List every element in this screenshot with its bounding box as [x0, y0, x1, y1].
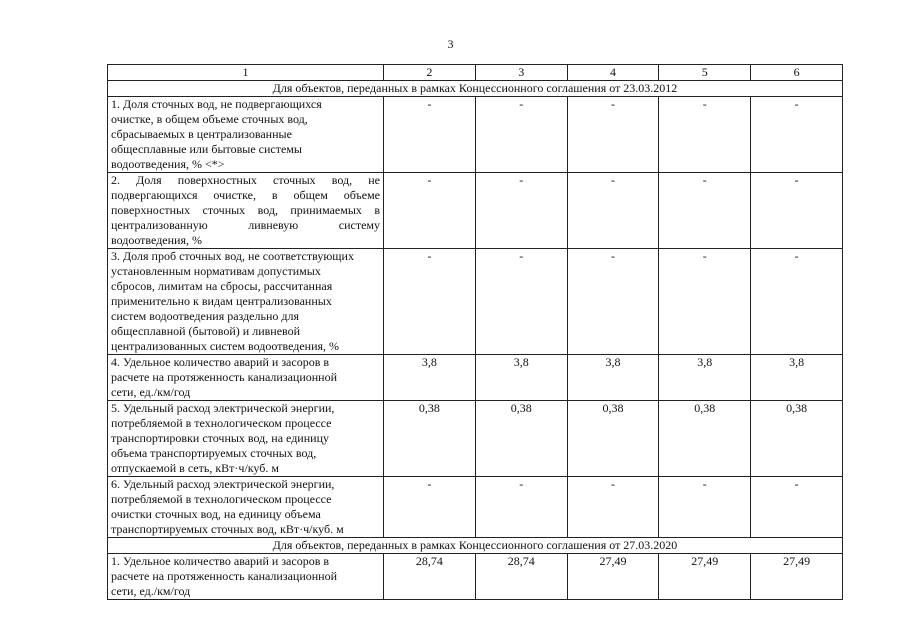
indicator-value: -	[751, 97, 843, 173]
indicator-name-line: централизованных систем водоотведения, %	[111, 339, 340, 353]
indicator-value: -	[567, 173, 659, 249]
indicator-name-line: объема транспортируемых сточных вод,	[111, 446, 317, 460]
indicator-name-line: общесплавные или бытовые системы	[111, 142, 302, 156]
indicator-value: -	[475, 249, 567, 355]
indicator-value: 28,74	[384, 554, 476, 600]
table-row	[108, 249, 843, 355]
table-row	[108, 173, 843, 249]
indicator-value: 3,8	[475, 355, 567, 401]
indicator-name	[108, 355, 384, 401]
indicator-name-line: сети, ед./км/год	[111, 385, 191, 399]
indicator-value: -	[751, 477, 843, 538]
indicator-value: 3,8	[567, 355, 659, 401]
indicator-value: -	[567, 97, 659, 173]
column-number-5: 5	[659, 65, 751, 81]
indicator-value: -	[384, 249, 476, 355]
indicator-value: 27,49	[751, 554, 843, 600]
indicator-value: -	[567, 477, 659, 538]
indicator-value: 3,8	[751, 355, 843, 401]
indicator-value: -	[751, 249, 843, 355]
indicator-name-line: очистке, в общем объеме сточных вод,	[111, 112, 308, 126]
indicator-value: 28,74	[475, 554, 567, 600]
indicator-name-line: 1. Удельное количество аварий и засоров в	[111, 554, 330, 568]
indicator-value: -	[659, 173, 751, 249]
table-row	[108, 477, 843, 538]
indicator-name-line: расчете на протяженность канализационной	[111, 370, 338, 384]
indicator-value: -	[567, 249, 659, 355]
indicator-name-line: поверхностных сточных вод, принимаемых в	[111, 203, 380, 217]
column-number-6: 6	[751, 65, 843, 81]
indicator-name-line: подвергающихся очистке, в общем объеме	[111, 188, 380, 202]
indicator-name	[108, 401, 384, 477]
column-number-3: 3	[475, 65, 567, 81]
indicator-name-line: сбрасываемых в централизованные	[111, 127, 292, 141]
page-number: 3	[447, 37, 454, 51]
indicator-value: 3,8	[659, 355, 751, 401]
indicator-value: 0,38	[475, 401, 567, 477]
indicator-value: -	[475, 477, 567, 538]
indicator-value: -	[659, 249, 751, 355]
column-number-2: 2	[384, 65, 476, 81]
section-title-row	[108, 538, 843, 554]
table-header-row	[108, 65, 843, 81]
indicators-table	[107, 64, 843, 600]
indicator-name-line: централизованную ливневую систему	[111, 218, 380, 232]
indicator-value: -	[475, 173, 567, 249]
indicator-value: 27,49	[567, 554, 659, 600]
indicator-name	[108, 554, 384, 600]
indicator-name	[108, 173, 384, 249]
indicator-name-line: водоотведения, %	[111, 233, 202, 247]
indicator-value: -	[659, 97, 751, 173]
indicator-value: -	[475, 97, 567, 173]
column-number-1: 1	[108, 65, 384, 81]
indicator-name-line: 4. Удельное количество аварий и засоров в	[111, 355, 330, 369]
indicator-name-line: расчете на протяженность канализационной	[111, 569, 338, 583]
indicator-name-line: очистки сточных вод, на единицу объема	[111, 507, 321, 521]
indicator-name-line: применительно к видам централизованных	[111, 294, 332, 308]
indicator-name-line: сбросов, лимитам на сбросы, рассчитанная	[111, 279, 333, 293]
indicator-value: -	[384, 173, 476, 249]
indicator-name-line: водоотведения, % <*>	[111, 157, 225, 171]
indicator-value: -	[659, 477, 751, 538]
indicator-name-line: общесплавной (бытовой) и ливневой	[111, 324, 301, 338]
indicator-name-line: потребляемой в технологическом процессе	[111, 492, 332, 506]
indicator-name-line: отпускаемой в сеть, кВт·ч/куб. м	[111, 461, 279, 475]
indicator-name-line: сети, ед./км/год	[111, 584, 191, 598]
indicator-value: 0,38	[659, 401, 751, 477]
indicator-value: 0,38	[751, 401, 843, 477]
indicator-name-line: транспортировки сточных вод, на единицу	[111, 431, 329, 445]
indicator-value: 3,8	[384, 355, 476, 401]
indicator-name-line: 2. Доля поверхностных сточных вод, не	[111, 173, 380, 187]
table-row	[108, 554, 843, 600]
indicator-value: -	[384, 97, 476, 173]
table-row	[108, 97, 843, 173]
indicator-name-line: 5. Удельный расход электрической энергии,	[111, 401, 335, 415]
indicator-name	[108, 249, 384, 355]
indicator-name	[108, 97, 384, 173]
indicator-value: 27,49	[659, 554, 751, 600]
indicator-name-line: 6. Удельный расход электрической энергии,	[111, 477, 335, 491]
indicator-name-line: потребляемой в технологическом процессе	[111, 416, 332, 430]
indicator-name-line: 3. Доля проб сточных вод, не соответствующих	[111, 249, 354, 263]
indicator-name-line: транспортируемых сточных вод, кВт·ч/куб. м	[111, 522, 344, 536]
section-title: Для объектов, переданных в рамках Концессионного соглашения от 27.03.2020	[108, 538, 843, 554]
indicator-value: -	[384, 477, 476, 538]
indicator-name	[108, 477, 384, 538]
indicator-value: -	[751, 173, 843, 249]
indicator-value: 0,38	[567, 401, 659, 477]
indicator-name-line: систем водоотведения раздельно для	[111, 309, 300, 323]
section-title: Для объектов, переданных в рамках Концессионного соглашения от 23.03.2012	[108, 81, 843, 97]
indicator-name-line: установленным нормативам допустимых	[111, 264, 321, 278]
table-row	[108, 401, 843, 477]
indicator-name-line: 1. Доля сточных вод, не подвергающихся	[111, 97, 322, 111]
section-title-row	[108, 81, 843, 97]
indicator-value: 0,38	[384, 401, 476, 477]
column-number-4: 4	[567, 65, 659, 81]
table-row	[108, 355, 843, 401]
